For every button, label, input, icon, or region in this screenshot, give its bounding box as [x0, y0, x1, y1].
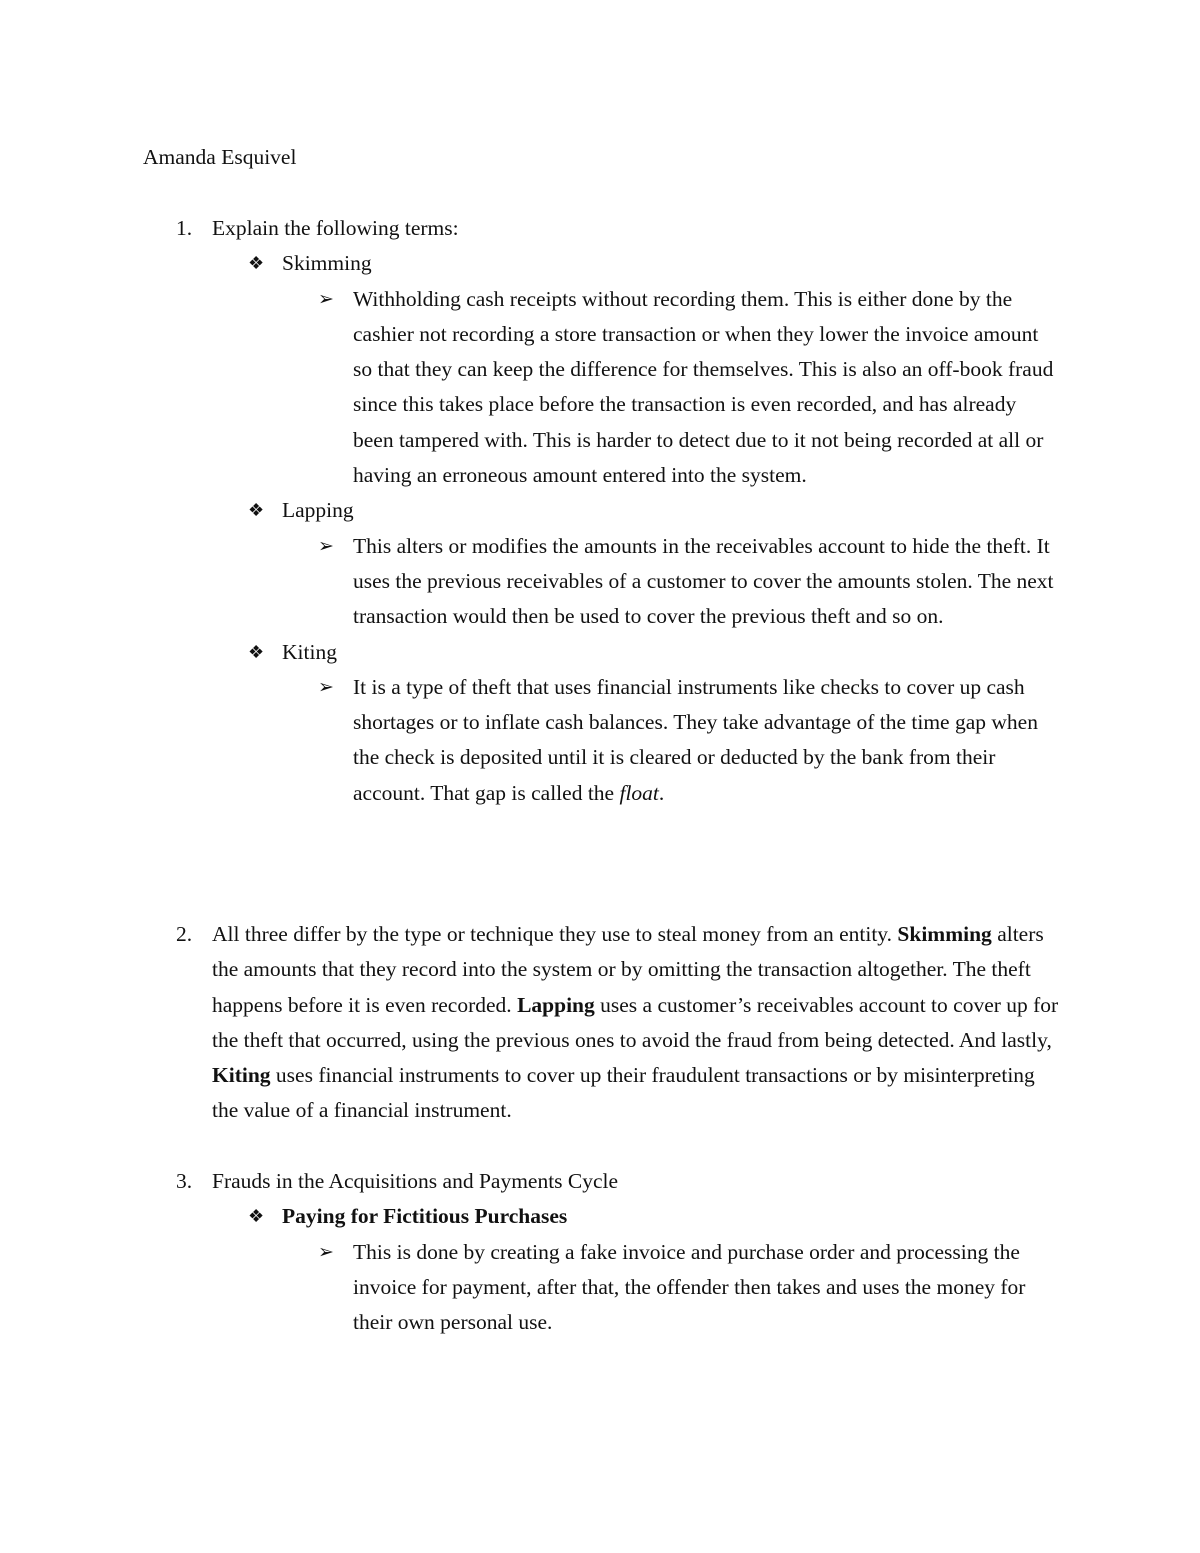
question-3-number: 3.: [176, 1169, 193, 1193]
item-name: Paying for Fictitious Purchases: [282, 1204, 568, 1229]
term-kiting-definition: [0, 670, 1058, 811]
question-1: [0, 211, 1200, 811]
term-lapping-definition: [0, 529, 1058, 635]
author-name: Amanda Esquivel: [143, 145, 297, 169]
term-name: Skimming: [282, 251, 372, 276]
definition-end: .: [658, 780, 665, 805]
item-fictitious-purchases: [0, 1199, 1062, 1234]
term-skimming: [0, 246, 1062, 281]
question-2-paragraph: [0, 917, 1062, 1129]
term-lapping: [0, 493, 1062, 528]
question-2-number: 2.: [176, 922, 193, 946]
question-2: [0, 917, 1200, 1129]
arrow-bullet-icon: ➢: [318, 288, 334, 310]
diamond-bullet-icon: ❖: [248, 641, 265, 662]
diamond-bullet-icon: ❖: [248, 253, 265, 274]
diamond-bullet-icon: ❖: [248, 500, 265, 521]
arrow-bullet-icon: ➢: [318, 676, 334, 698]
term-name: Lapping: [282, 498, 354, 523]
term-kiting-bold: Kiting: [212, 1063, 271, 1088]
question-3: [0, 1164, 1200, 1340]
arrow-bullet-icon: ➢: [318, 535, 334, 557]
definition-text: This alters or modifies the amounts in the receivables account to hide the theft. It uses the previous receivables of a customer to cover the amounts stolen. The next transaction would then be used to cover the previous theft and so on.: [353, 533, 1054, 629]
question-3-title: Frauds in the Acquisitions and Payments Cycle: [212, 1169, 619, 1193]
answer-text: All three differ by the type or technique they use to steal money from an entity.: [212, 922, 893, 946]
term-name: Kiting: [282, 639, 337, 664]
answer-text: uses a customer’s receivables account to cover up for the theft that occurred, using the previous ones to avoid the fraud from being detected. And lastly,: [212, 992, 1059, 1052]
question-3-heading: [0, 1164, 1062, 1199]
term-skimming-definition: [0, 282, 1058, 494]
diamond-bullet-icon: ❖: [248, 1206, 265, 1227]
answer-text: uses financial instruments to cover up their fraudulent transactions or by misinterpreting the value of a financial instrument.: [212, 1063, 1035, 1123]
definition-text: Withholding cash receipts without recording them. This is either done by the cashier not recording a store transaction or when they lower the invoice amount so that they can keep the difference for themselves. This is also an off-book fraud since this takes place before the transaction is even recorded, and has already been tampered with. This is harder to detect due to it not being recorded at all or having an erroneous amount entered into the system.: [353, 286, 1054, 488]
answer-text: alters the amounts that they record into the system or by omitting the transaction altogether. The theft happens before it is even recorded.: [212, 922, 1044, 1017]
float-term: float: [619, 780, 659, 805]
question-1-intro: Explain the following terms:: [212, 216, 459, 240]
term-skimming-bold: Skimming: [897, 922, 992, 946]
definition-text: It is a type of theft that uses financial instruments like checks to cover up cash shortages or to inflate cash balances. They take advantage of the time gap when the check is deposited until it is cleared or deducted by the bank from their account. That gap is called the: [353, 674, 1038, 805]
term-lapping-bold: Lapping: [517, 992, 595, 1017]
term-kiting: [0, 635, 1062, 670]
question-1-heading: [0, 211, 1062, 246]
arrow-bullet-icon: ➢: [318, 1241, 334, 1263]
definition-text: This is done by creating a fake invoice and purchase order and processing the invoice for payment, after that, the offender then takes and uses the money for their own personal use.: [353, 1239, 1026, 1335]
question-1-number: 1.: [176, 216, 193, 240]
item-fictitious-purchases-definition: [0, 1235, 1058, 1341]
